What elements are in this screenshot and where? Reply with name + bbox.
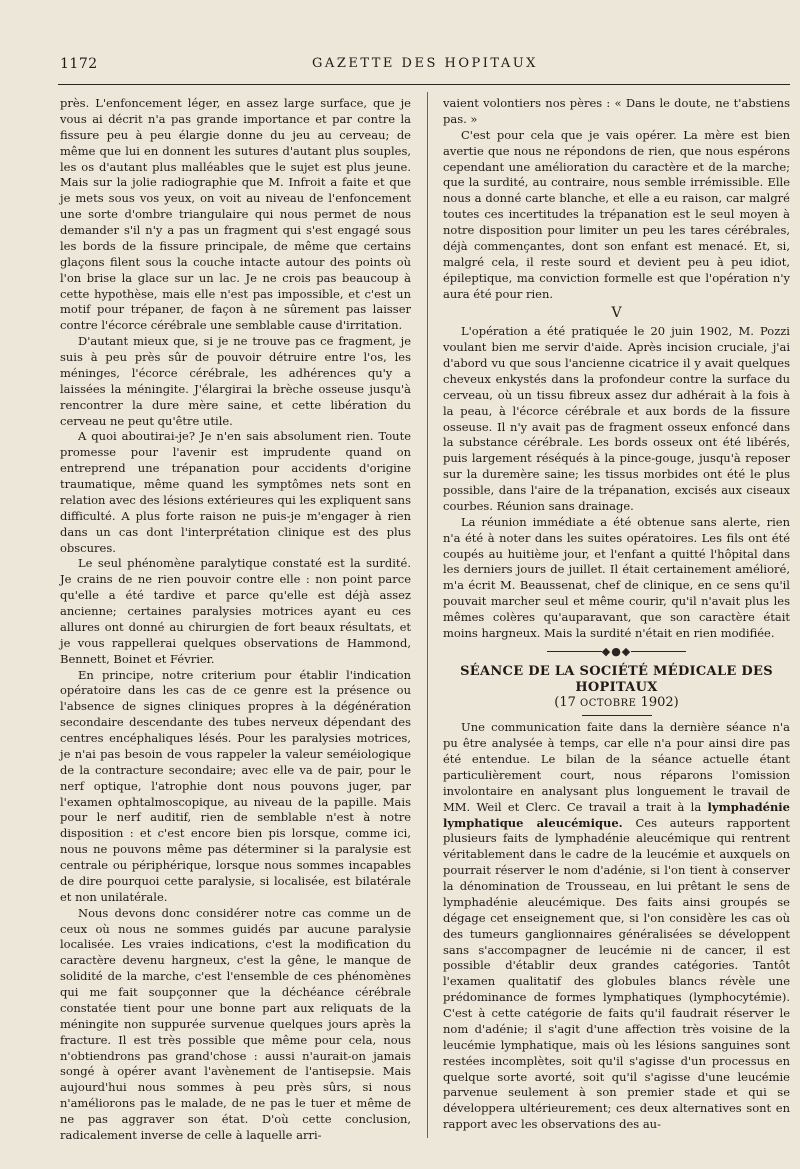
page-header [60,56,790,78]
paragraph: A quoi aboutirai-je? Je n'en sais absolument rien. Toute promesse pour l'avenir est imprudente quand on entreprend une trépanation pour accidents d'origine traumatique, même quand les symptômes nets sont en relation avec des lésions extérieures qui les expliquent sans difficulté. A plus forte raison ne puis-je m'engager à rien dans un cas dont l'interprétation clinique est des plus obscures. [60,429,411,555]
paragraph: L'opération a été pratiquée le 20 juin 1902, M. Pozzi voulant bien me servir d'aide. Après incision cruciale, j'ai d'abord vu que sous l'ancienne cicatrice il y avait quelques cheveux enkystés dans la profondeur contre la surface du cerveau, où un tissu fibreux assez dur adhérait à la fois à la peau, à l'écorce cérébrale et aux bords de la fissure osseuse. Il n'y avait pas de fragment osseux enfoncé dans la substance cérébrale. Les bords osseux ont été libérés, puis largement réséqués à la pince-gouge, jusqu'à reposer sur la duremère saine; les tissus morbides ont été le plus possible, dans l'aire de la trépanation, excisés aux ciseaux courbes. Réunion sans drainage. [443,324,790,513]
paragraph: près. L'enfoncement léger, en assez large surface, que je vous ai décrit n'a pas grande importance et par contre la fissure peu à peu élargie donne du jeu au cerveau; de même que lui en donnent les sutures d'autant plus souples, les os d'autant plus malléables que le sujet est plus jeune. Mais sur la jolie radiographie que M. Infroit a faite et que je mets sous vos yeux, on voit au niveau de l'enfoncement une sorte d'ombre triangulaire qui nous permet de nous demander s'il n'y a pas un fragment qui s'est engagé sous les bords de la fissure principale, de même que certains glaçons filent sous la couche intacte autour des points où l'on brise la glace sur un lac. Je ne crois pas beaucoup à cette hypothèse, mais elle n'est pas impossible, et c'est un motif pour trépaner, de façon à ne sûrement pas laisser contre l'écorce cérébrale une semblable cause d'irritation. [60,96,411,333]
paragraph: Nous devons donc considérer notre cas comme un de ceux où nous ne sommes guidés par aucune paralysie localisée. Les vraies indications, c'est la modification du caractère devenu hargneux, c'est la gêne, le manque de solidité de la marche, c'est l'ensemble de ces phénomènes qui me fait soupçonner que la déchéance cérébrale constatée tient pour une bonne part aux reliquats de la méningite non suppurée survenue quelques jours après la fracture. Il est très possible que même pour cela, nous n'obtiendrons pas grand'chose : aussi n'aurait-on jamais songé à opérer avant l'avènement de l'antisepsie. Mais aujourd'hui nous sommes à peu près sûrs, si nous n'améliorons pas le malade, de ne pas le tuer et même de ne pas aggraver son état. D'où cette conclusion, radicalement inverse de celle à laquelle arri- [60,905,411,1142]
page-number: 1172 [60,56,98,72]
paragraph: Une communication faite dans la dernière séance n'a pu être analysée à temps, car elle n'a pour ainsi dire pas été entendue. Le bilan de la séance actuelle étant particulièrement court, nous réparons l'omission involontaire en analysant plus longuement le travail de MM. Weil et Clerc. Ce travail a trait à la lymphadénie lymphatique aleucémique. Ces auteurs rapportent plusieurs faits de lymphadénie aleucémique qui rentrent véritablement dans le cadre de la leucémie et auxquels on pourrait réserver le nom d'adénie, si l'on tient à conserver la dénomination de Trousseau, en lui prêtant le sens de lymphadénie aleucémique. Des faits ainsi groupés se dégage cet enseignement que, si l'on considère les cas où des tumeurs ganglionnaires généralisées se développent sans s'accompagner de leucémie ni de cancer, il est possible d'établir deux grandes catégories. Tantôt l'examen qualitatif des globules blancs révèle une prédominance de formes lymphatiques (lymphocytémie). C'est à cette catégorie de faits qu'il faudrait réserver le nom d'adénie; il s'agit d'une affection très voisine de la leucémie lymphatique, mais où les lésions sanguines sont restées incomplètes, soit qu'il s'agisse d'un processus en quelque sorte avorté, soit qu'il s'agisse d'une leucémie parvenue seulement à son premier stade et qui se développera ultérieurement; ces deux alternatives sont en rapport avec les observations des au- [443,720,790,1132]
section-date: (17 OCTOBRE 1902) [554,695,679,711]
left-column [60,96,411,1144]
paragraph: D'autant mieux que, si je ne trouve pas ce fragment, je suis à peu près sûr de pouvoir détruire entre l'os, les méninges, l'écorce cérébrale, les adhérences qu'y a laissées la méningite. J'élargirai la brèche osseuse jusqu'à rencontrer la dure mère saine, et cette libération du cerveau ne peut qu'être utile. [60,334,411,428]
header-rule [58,84,790,85]
journal-title: GAZETTE DES HOPITAUX [312,56,538,71]
section-number: V [611,305,622,322]
bold-term: lymphadénie lymphatique aleucémique. [443,799,790,830]
column-divider [427,92,428,1138]
paragraph: La réunion immédiate a été obtenue sans alerte, rien n'a été à noter dans les suites opératoires. Les fils ont été coupés au huitième jour, et l'enfant a quitté l'hôpital dans les derniers jours de juillet. Il était certainement amélioré, m'a écrit M. Beaussenat, chef de clinique, en ce sens qu'il pouvait marcher seul et même courir, qu'il n'avait plus les mêmes colères qu'auparavant, que son caractère était moins hargneux. Mais la surdité n'était en rien modifiée. [443,514,790,640]
paragraph: vaient volontiers nos pères : « Dans le doute, ne t'abstiens pas. » [443,96,790,126]
section-title: SÉANCE DE LA SOCIÉTÉ MÉDICALE DES HOPITAUX [460,663,773,695]
paragraph: C'est pour cela que je vais opérer. La mère est bien avertie que nous ne répondons de rien, que nous espérons cependant une amélioration du caractère et de la marche; que la surdité, au contraire, nous semble irrémissible. Elle nous a donné carte blanche, et elle a eu raison, car malgré toutes ces incertitudes la trépanation est le seul moyen à notre disposition pour limiter un peu les tares cérébrales, déjà commençantes, dont son enfant est menacé. Et, si, malgré cela, il reste sourd et devient peu à peu idiot, épileptique, ma conviction formelle est que l'opération n'y aura été pour rien. [443,127,790,301]
right-column [443,96,790,1133]
paragraph: En principe, notre criterium pour établir l'indication opératoire dans les cas de ce genre est la présence ou l'absence de signes cliniques propres à la dégénération secondaire descendante des tubes nerveux dépendant des centres encéphaliques lésés. Pour les paralysies motrices, je n'ai pas besoin de vous rappeler la valeur seméiologique de la contracture secondaire; avec elle va de pair, pour le nerf optique, l'atrophie dont nous pouvons juger, par l'examen ophtalmoscopique, au niveau de la papille. Mais pour le nerf auditif, rien de semblable n'est à notre disposition : et c'est encore bien pis lorsque, comme ici, nous ne pouvons même pas déterminer si la paralysie est centrale ou périphérique, lorsque nous sommes incapables de dire pourquoi cette paralysie, si localisée, est bilatérale et non unilatérale. [60,667,411,904]
title-rule [582,715,652,716]
paragraph: Le seul phénomène paralytique constaté est la surdité. Je crains de ne rien pouvoir contre elle : non point parce qu'elle a été tardive et parce qu'elle est déjà assez ancienne; certaines paralysies motrices ayant eu ces allures ont donné au chirurgien de fort beaux résultats, et je vous rappellerai quelques observations de Hammond, Bennett, Boinet et Février. [60,556,411,666]
ornamental-separator: ◆●◆ [443,644,790,660]
